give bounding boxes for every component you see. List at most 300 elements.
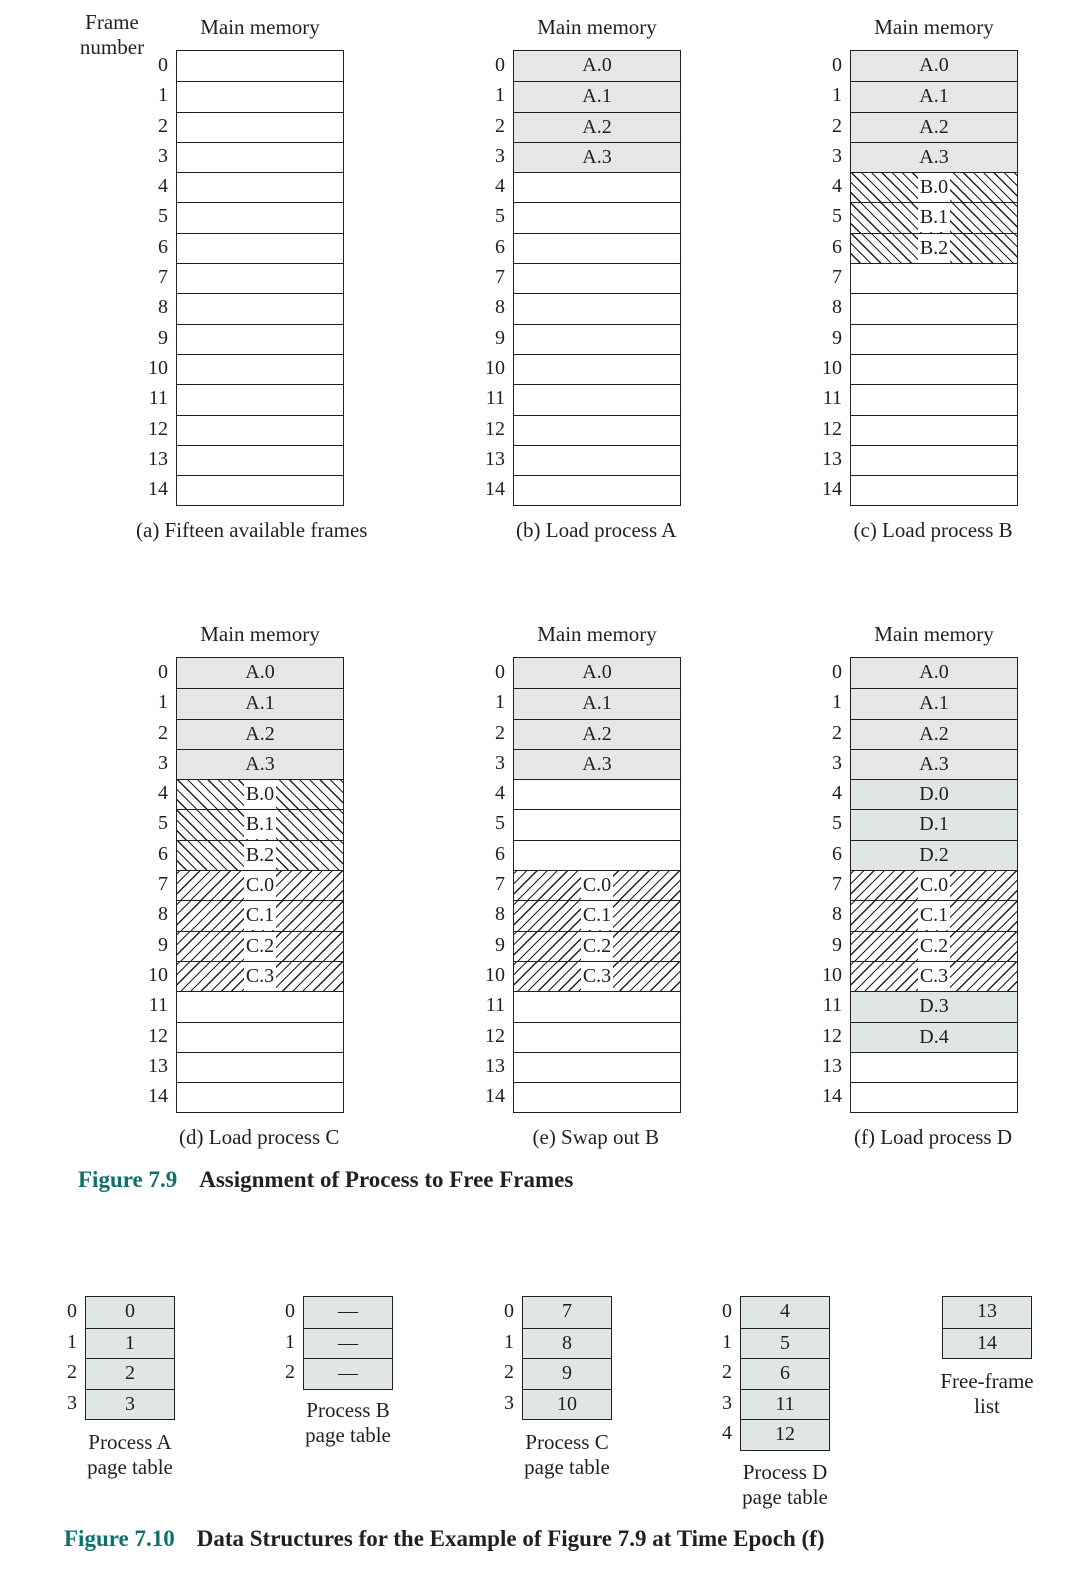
frame-number: 9: [158, 933, 168, 956]
page-label: A.0: [245, 661, 275, 683]
memory-frame-empty: [514, 415, 680, 445]
frame-number: 6: [495, 235, 505, 258]
memory-frame-a-0: [851, 658, 1017, 688]
page-table-label-line: Process B: [306, 1398, 390, 1422]
frame-number-header-line2: number: [79, 35, 145, 59]
memory-frame-empty: [514, 991, 680, 1021]
memory-frame-b-2: [851, 233, 1017, 263]
page-label: D.3: [919, 995, 949, 1018]
frame-number: 6: [832, 235, 842, 258]
memory-frame-empty: [514, 779, 680, 809]
memory-frame-empty: [177, 1052, 343, 1082]
free-frame-entry: 13: [977, 1300, 997, 1322]
frame-number: 8: [495, 296, 505, 319]
panel-caption: (f) Load process D: [854, 1125, 1013, 1149]
page-table-label: [60, 1430, 200, 1480]
page-label: A.2: [245, 722, 275, 745]
frame-number-column: [465, 50, 505, 504]
memory-frame-empty: [177, 354, 343, 384]
page-label: A.1: [919, 85, 949, 108]
frame-number: 10: [485, 356, 505, 379]
memory-frame-empty: [514, 172, 680, 202]
frame-number: 12: [822, 1024, 842, 1047]
memory-frame-empty: [177, 51, 343, 81]
page-label: A.2: [919, 722, 949, 745]
figure-7-9-number: Figure 7.9: [78, 1167, 178, 1192]
page-label: B.0: [918, 173, 950, 202]
page-label: C.3: [581, 962, 613, 991]
page-index: 2: [722, 1361, 732, 1383]
page-index: 2: [504, 1361, 514, 1383]
free-frame-list-label-line1: Free-frame: [940, 1369, 1034, 1393]
memory-frame-empty: [851, 415, 1017, 445]
frame-number: 11: [822, 994, 842, 1017]
memory-frame-empty: [177, 202, 343, 232]
page-label: C.0: [918, 871, 950, 900]
page-index: 2: [67, 1361, 77, 1383]
frame-number: 4: [158, 175, 168, 198]
memory-frame-c-2: [177, 931, 343, 961]
frame-number: 3: [495, 144, 505, 167]
frame-number: 13: [822, 1054, 842, 1077]
frame-number: 10: [822, 356, 842, 379]
memory-frame-empty: [514, 202, 680, 232]
page-table-entry: 0: [125, 1300, 135, 1322]
page-label: D.1: [919, 813, 949, 836]
memory-frame-a-0: [514, 51, 680, 81]
page-index-column: [494, 1296, 514, 1418]
page-label: A.3: [919, 145, 949, 168]
frame-number: 6: [158, 842, 168, 865]
memory-frame-c-0: [851, 870, 1017, 900]
memory-frame-c-3: [851, 961, 1017, 991]
memory-frame-empty: [851, 475, 1017, 505]
page-index: 2: [285, 1361, 295, 1383]
frame-number: 11: [485, 994, 505, 1017]
memory-frame-empty: [177, 142, 343, 172]
page-label: A.3: [582, 145, 612, 168]
frame-number: 11: [148, 387, 168, 410]
page-index: 4: [722, 1422, 732, 1444]
frame-number: 3: [158, 751, 168, 774]
frame-number: 11: [485, 387, 505, 410]
panel-caption: (b) Load process A: [516, 518, 677, 542]
frame-number-header-line1: Frame: [85, 10, 139, 34]
frame-number: 4: [832, 175, 842, 198]
page-label: A.0: [582, 54, 612, 76]
memory-frame-c-2: [851, 931, 1017, 961]
page-table-entry: —: [338, 1300, 358, 1322]
main-memory-title: Main memory: [537, 622, 657, 646]
page-table-entry: 7: [562, 1300, 572, 1322]
frame-number: 5: [495, 205, 505, 228]
frame-number: 0: [832, 661, 842, 683]
frame-number: 12: [822, 417, 842, 440]
frame-number: 5: [832, 205, 842, 228]
memory-frame-empty: [851, 1052, 1017, 1082]
page-table-entries: [740, 1296, 830, 1451]
free-frame-list-table: [942, 1296, 1032, 1359]
memory-frame-empty: [851, 1082, 1017, 1112]
frame-number: 0: [158, 661, 168, 683]
memory-frame-empty: [177, 324, 343, 354]
page-label: C.3: [918, 962, 950, 991]
memory-frame-empty: [177, 172, 343, 202]
frame-number: 0: [158, 54, 168, 76]
panel-caption: (d) Load process C: [179, 1125, 340, 1149]
page-table-label-line: page table: [305, 1423, 391, 1447]
memory-frame-empty: [177, 1022, 343, 1052]
page-table-entries: [303, 1296, 393, 1390]
frame-number: 1: [158, 84, 168, 107]
page-label: C.1: [581, 901, 613, 930]
memory-frame-a-2: [851, 112, 1017, 142]
frame-number: 4: [832, 782, 842, 805]
page-label: A.2: [582, 115, 612, 138]
page-table-label-line: page table: [87, 1455, 173, 1479]
frame-number: 6: [158, 235, 168, 258]
frame-number: 5: [158, 205, 168, 228]
main-memory-title: Main memory: [537, 15, 657, 39]
page-table-entry: 12: [741, 1419, 829, 1450]
memory-frame-empty: [514, 293, 680, 323]
frame-number: 2: [158, 721, 168, 744]
main-memory-title: Main memory: [874, 15, 994, 39]
memory-frame-d-1: [851, 809, 1017, 839]
memory-frame-empty: [514, 233, 680, 263]
page-label: A.0: [919, 661, 949, 683]
page-index: 1: [285, 1330, 295, 1353]
page-table-entry: 3: [86, 1389, 174, 1420]
page-label: D.4: [919, 1025, 949, 1048]
main-memory-frames: [513, 50, 681, 506]
page-label: D.2: [919, 843, 949, 866]
frame-number: 8: [832, 903, 842, 926]
frame-number: 3: [832, 751, 842, 774]
memory-frame-empty: [177, 233, 343, 263]
page-index-column: [712, 1296, 732, 1449]
figure-7-10-number: Figure 7.10: [64, 1526, 175, 1551]
memory-frame-b-0: [851, 172, 1017, 202]
memory-frame-empty: [177, 112, 343, 142]
memory-frame-empty: [851, 445, 1017, 475]
frame-number: 12: [485, 417, 505, 440]
free-frame-entry: 14: [943, 1328, 1031, 1359]
frame-number: 10: [148, 963, 168, 986]
frame-number: 3: [495, 751, 505, 774]
memory-frame-a-2: [514, 719, 680, 749]
frame-number-column: [802, 50, 842, 504]
memory-frame-empty: [851, 384, 1017, 414]
page-table-label-line: page table: [524, 1455, 610, 1479]
page-index: 1: [722, 1330, 732, 1353]
frame-number: 9: [832, 326, 842, 349]
frame-number: 2: [158, 114, 168, 137]
memory-frame-empty: [514, 445, 680, 475]
memory-frame-empty: [177, 384, 343, 414]
page-index: 3: [722, 1391, 732, 1414]
frame-number: 8: [158, 903, 168, 926]
page-table-entry: 10: [523, 1389, 611, 1420]
page-table-label-line: Process D: [742, 1460, 828, 1484]
frame-number: 14: [822, 1085, 842, 1108]
page-table-entry: 2: [86, 1358, 174, 1389]
memory-frame-b-1: [177, 809, 343, 839]
main-memory-frames: [850, 50, 1018, 506]
frame-number: 6: [495, 842, 505, 865]
frame-number: 10: [822, 963, 842, 986]
figure-7-9-caption: [78, 1167, 573, 1193]
main-memory-frames: [176, 50, 344, 506]
page-table-entry: —: [304, 1358, 392, 1389]
page-label: A.1: [582, 85, 612, 108]
page-table-entry: 6: [741, 1358, 829, 1389]
memory-frame-empty: [177, 991, 343, 1021]
page-table-entries: [522, 1296, 612, 1420]
frame-number: 3: [832, 144, 842, 167]
memory-frame-c-0: [514, 870, 680, 900]
frame-number: 8: [495, 903, 505, 926]
page-label: C.2: [918, 932, 950, 961]
memory-frame-empty: [851, 354, 1017, 384]
frame-number: 14: [485, 1085, 505, 1108]
memory-frame-empty: [514, 809, 680, 839]
frame-number: 7: [832, 873, 842, 896]
page-index: 3: [504, 1391, 514, 1414]
panel-caption: (c) Load process B: [853, 518, 1013, 542]
page-index: 1: [67, 1330, 77, 1353]
page-index: 0: [285, 1300, 295, 1322]
frame-number: 11: [148, 994, 168, 1017]
memory-frame-a-3: [514, 749, 680, 779]
page-table-entry: 1: [86, 1328, 174, 1359]
frame-number: 10: [485, 963, 505, 986]
page-label: A.2: [919, 115, 949, 138]
frame-number: 14: [148, 1085, 168, 1108]
frame-number: 5: [832, 812, 842, 835]
page-label: C.3: [244, 962, 276, 991]
page-label: C.0: [581, 871, 613, 900]
page-label: C.2: [581, 932, 613, 961]
page-label: A.0: [919, 54, 949, 76]
memory-frame-a-3: [851, 749, 1017, 779]
frame-number: 11: [822, 387, 842, 410]
memory-frame-d-4: [851, 1022, 1017, 1052]
main-memory-frames: [513, 657, 681, 1113]
memory-frame-b-1: [851, 202, 1017, 232]
memory-frame-b-0: [177, 779, 343, 809]
page-index-column: [57, 1296, 77, 1418]
page-label: A.3: [245, 752, 275, 775]
main-memory-frames: [176, 657, 344, 1113]
page-label: B.1: [918, 203, 950, 232]
memory-frame-empty: [177, 263, 343, 293]
memory-frame-empty: [177, 293, 343, 323]
frame-number: 7: [158, 266, 168, 289]
main-memory-title: Main memory: [200, 622, 320, 646]
memory-frame-a-0: [851, 51, 1017, 81]
memory-frame-empty: [514, 475, 680, 505]
frame-number-column: [128, 657, 168, 1111]
page-label: C.2: [244, 932, 276, 961]
frame-number: 8: [158, 296, 168, 319]
page-index: 0: [504, 1300, 514, 1322]
page-label: D.0: [919, 783, 949, 806]
page-label: B.2: [918, 234, 950, 263]
frame-number: 7: [495, 873, 505, 896]
page-table-label: [497, 1430, 637, 1480]
page-label: A.3: [919, 752, 949, 775]
frame-number: 13: [822, 447, 842, 470]
memory-frame-a-1: [177, 688, 343, 718]
memory-frame-empty: [514, 840, 680, 870]
memory-frame-a-1: [851, 81, 1017, 111]
frame-number: 1: [832, 691, 842, 714]
memory-frame-empty: [851, 324, 1017, 354]
memory-frame-c-3: [514, 961, 680, 991]
memory-frame-c-3: [177, 961, 343, 991]
memory-frame-a-2: [851, 719, 1017, 749]
page-table-label: [278, 1398, 418, 1448]
page-index: 3: [67, 1391, 77, 1414]
memory-frame-a-2: [514, 112, 680, 142]
memory-frame-a-1: [514, 81, 680, 111]
frame-number: 4: [158, 782, 168, 805]
frame-number: 10: [148, 356, 168, 379]
frame-number: 12: [485, 1024, 505, 1047]
memory-frame-empty: [514, 324, 680, 354]
memory-frame-empty: [177, 445, 343, 475]
memory-frame-empty: [514, 1022, 680, 1052]
memory-frame-a-0: [514, 658, 680, 688]
memory-frame-a-0: [177, 658, 343, 688]
frame-number: 4: [495, 782, 505, 805]
page-label: C.1: [244, 901, 276, 930]
frame-number: 12: [148, 1024, 168, 1047]
main-memory-frames: [850, 657, 1018, 1113]
page-index: 0: [67, 1300, 77, 1322]
memory-frame-a-3: [851, 142, 1017, 172]
frame-number: 0: [495, 54, 505, 76]
memory-frame-c-1: [177, 900, 343, 930]
frame-number: 0: [832, 54, 842, 76]
frame-number: 13: [485, 1054, 505, 1077]
frame-number-column: [802, 657, 842, 1111]
frame-number: 12: [148, 417, 168, 440]
free-frame-list-label-line2: list: [974, 1394, 1000, 1418]
main-memory-title: Main memory: [874, 622, 994, 646]
memory-frame-empty: [514, 384, 680, 414]
memory-frame-a-2: [177, 719, 343, 749]
page-index-column: [275, 1296, 295, 1388]
figure-7-10-title: Data Structures for the Example of Figure 7.9 at Time Epoch (f): [196, 1526, 825, 1551]
memory-frame-a-3: [514, 142, 680, 172]
frame-number: 13: [148, 447, 168, 470]
page-label: A.1: [582, 692, 612, 715]
memory-frame-empty: [177, 475, 343, 505]
page-table-entry: 4: [780, 1300, 790, 1322]
memory-frame-a-1: [514, 688, 680, 718]
memory-frame-empty: [177, 81, 343, 111]
frame-number: 1: [158, 691, 168, 714]
memory-frame-d-3: [851, 991, 1017, 1021]
memory-frame-empty: [851, 263, 1017, 293]
frame-number: 7: [158, 873, 168, 896]
figure-7-9-title: Assignment of Process to Free Frames: [199, 1167, 574, 1192]
frame-number: 14: [822, 478, 842, 501]
memory-frame-d-2: [851, 840, 1017, 870]
frame-number: 2: [832, 721, 842, 744]
frame-number: 9: [832, 933, 842, 956]
frame-number: 9: [158, 326, 168, 349]
frame-number: 4: [495, 175, 505, 198]
memory-frame-c-0: [177, 870, 343, 900]
page-index: 1: [504, 1330, 514, 1353]
frame-number: 0: [495, 661, 505, 683]
page-label: A.3: [582, 752, 612, 775]
frame-number: 6: [832, 842, 842, 865]
page-label: B.1: [244, 810, 276, 839]
page-table-entry: 11: [741, 1389, 829, 1420]
memory-frame-d-0: [851, 779, 1017, 809]
page-label: C.0: [244, 871, 276, 900]
memory-frame-b-2: [177, 840, 343, 870]
frame-number: 2: [495, 114, 505, 137]
frame-number: 9: [495, 326, 505, 349]
memory-frame-empty: [851, 293, 1017, 323]
frame-number: 9: [495, 933, 505, 956]
frame-number: 5: [495, 812, 505, 835]
memory-frame-empty: [514, 354, 680, 384]
memory-frame-empty: [514, 1082, 680, 1112]
frame-number: 2: [832, 114, 842, 137]
memory-frame-empty: [514, 263, 680, 293]
frame-number: 7: [495, 266, 505, 289]
memory-frame-c-1: [851, 900, 1017, 930]
memory-frame-a-1: [851, 688, 1017, 718]
page-label: C.1: [918, 901, 950, 930]
frame-number: 14: [485, 478, 505, 501]
page-table-label-line: Process C: [525, 1430, 609, 1454]
page-table-label-line: page table: [742, 1485, 828, 1509]
frame-number: 1: [832, 84, 842, 107]
memory-frame-a-3: [177, 749, 343, 779]
free-frame-list-label: [917, 1369, 1057, 1419]
page-label: A.0: [582, 661, 612, 683]
memory-frame-c-2: [514, 931, 680, 961]
memory-frame-empty: [177, 1082, 343, 1112]
page-label: B.0: [244, 780, 276, 809]
frame-number: 1: [495, 691, 505, 714]
main-memory-title: Main memory: [200, 15, 320, 39]
frame-number: 5: [158, 812, 168, 835]
page-label: A.2: [582, 722, 612, 745]
frame-number: 7: [832, 266, 842, 289]
frame-number: 3: [158, 144, 168, 167]
panel-caption: (a) Fifteen available frames: [136, 518, 368, 542]
page-table-label: [715, 1460, 855, 1510]
memory-frame-empty: [177, 415, 343, 445]
frame-number: 13: [148, 1054, 168, 1077]
frame-number: 2: [495, 721, 505, 744]
page-table-label-line: Process A: [88, 1430, 172, 1454]
frame-number: 14: [148, 478, 168, 501]
panel-caption: (e) Swap out B: [532, 1125, 660, 1149]
page-label: A.1: [245, 692, 275, 715]
page-label: B.2: [244, 841, 276, 870]
page-table-entry: 9: [523, 1358, 611, 1389]
frame-number: 8: [832, 296, 842, 319]
